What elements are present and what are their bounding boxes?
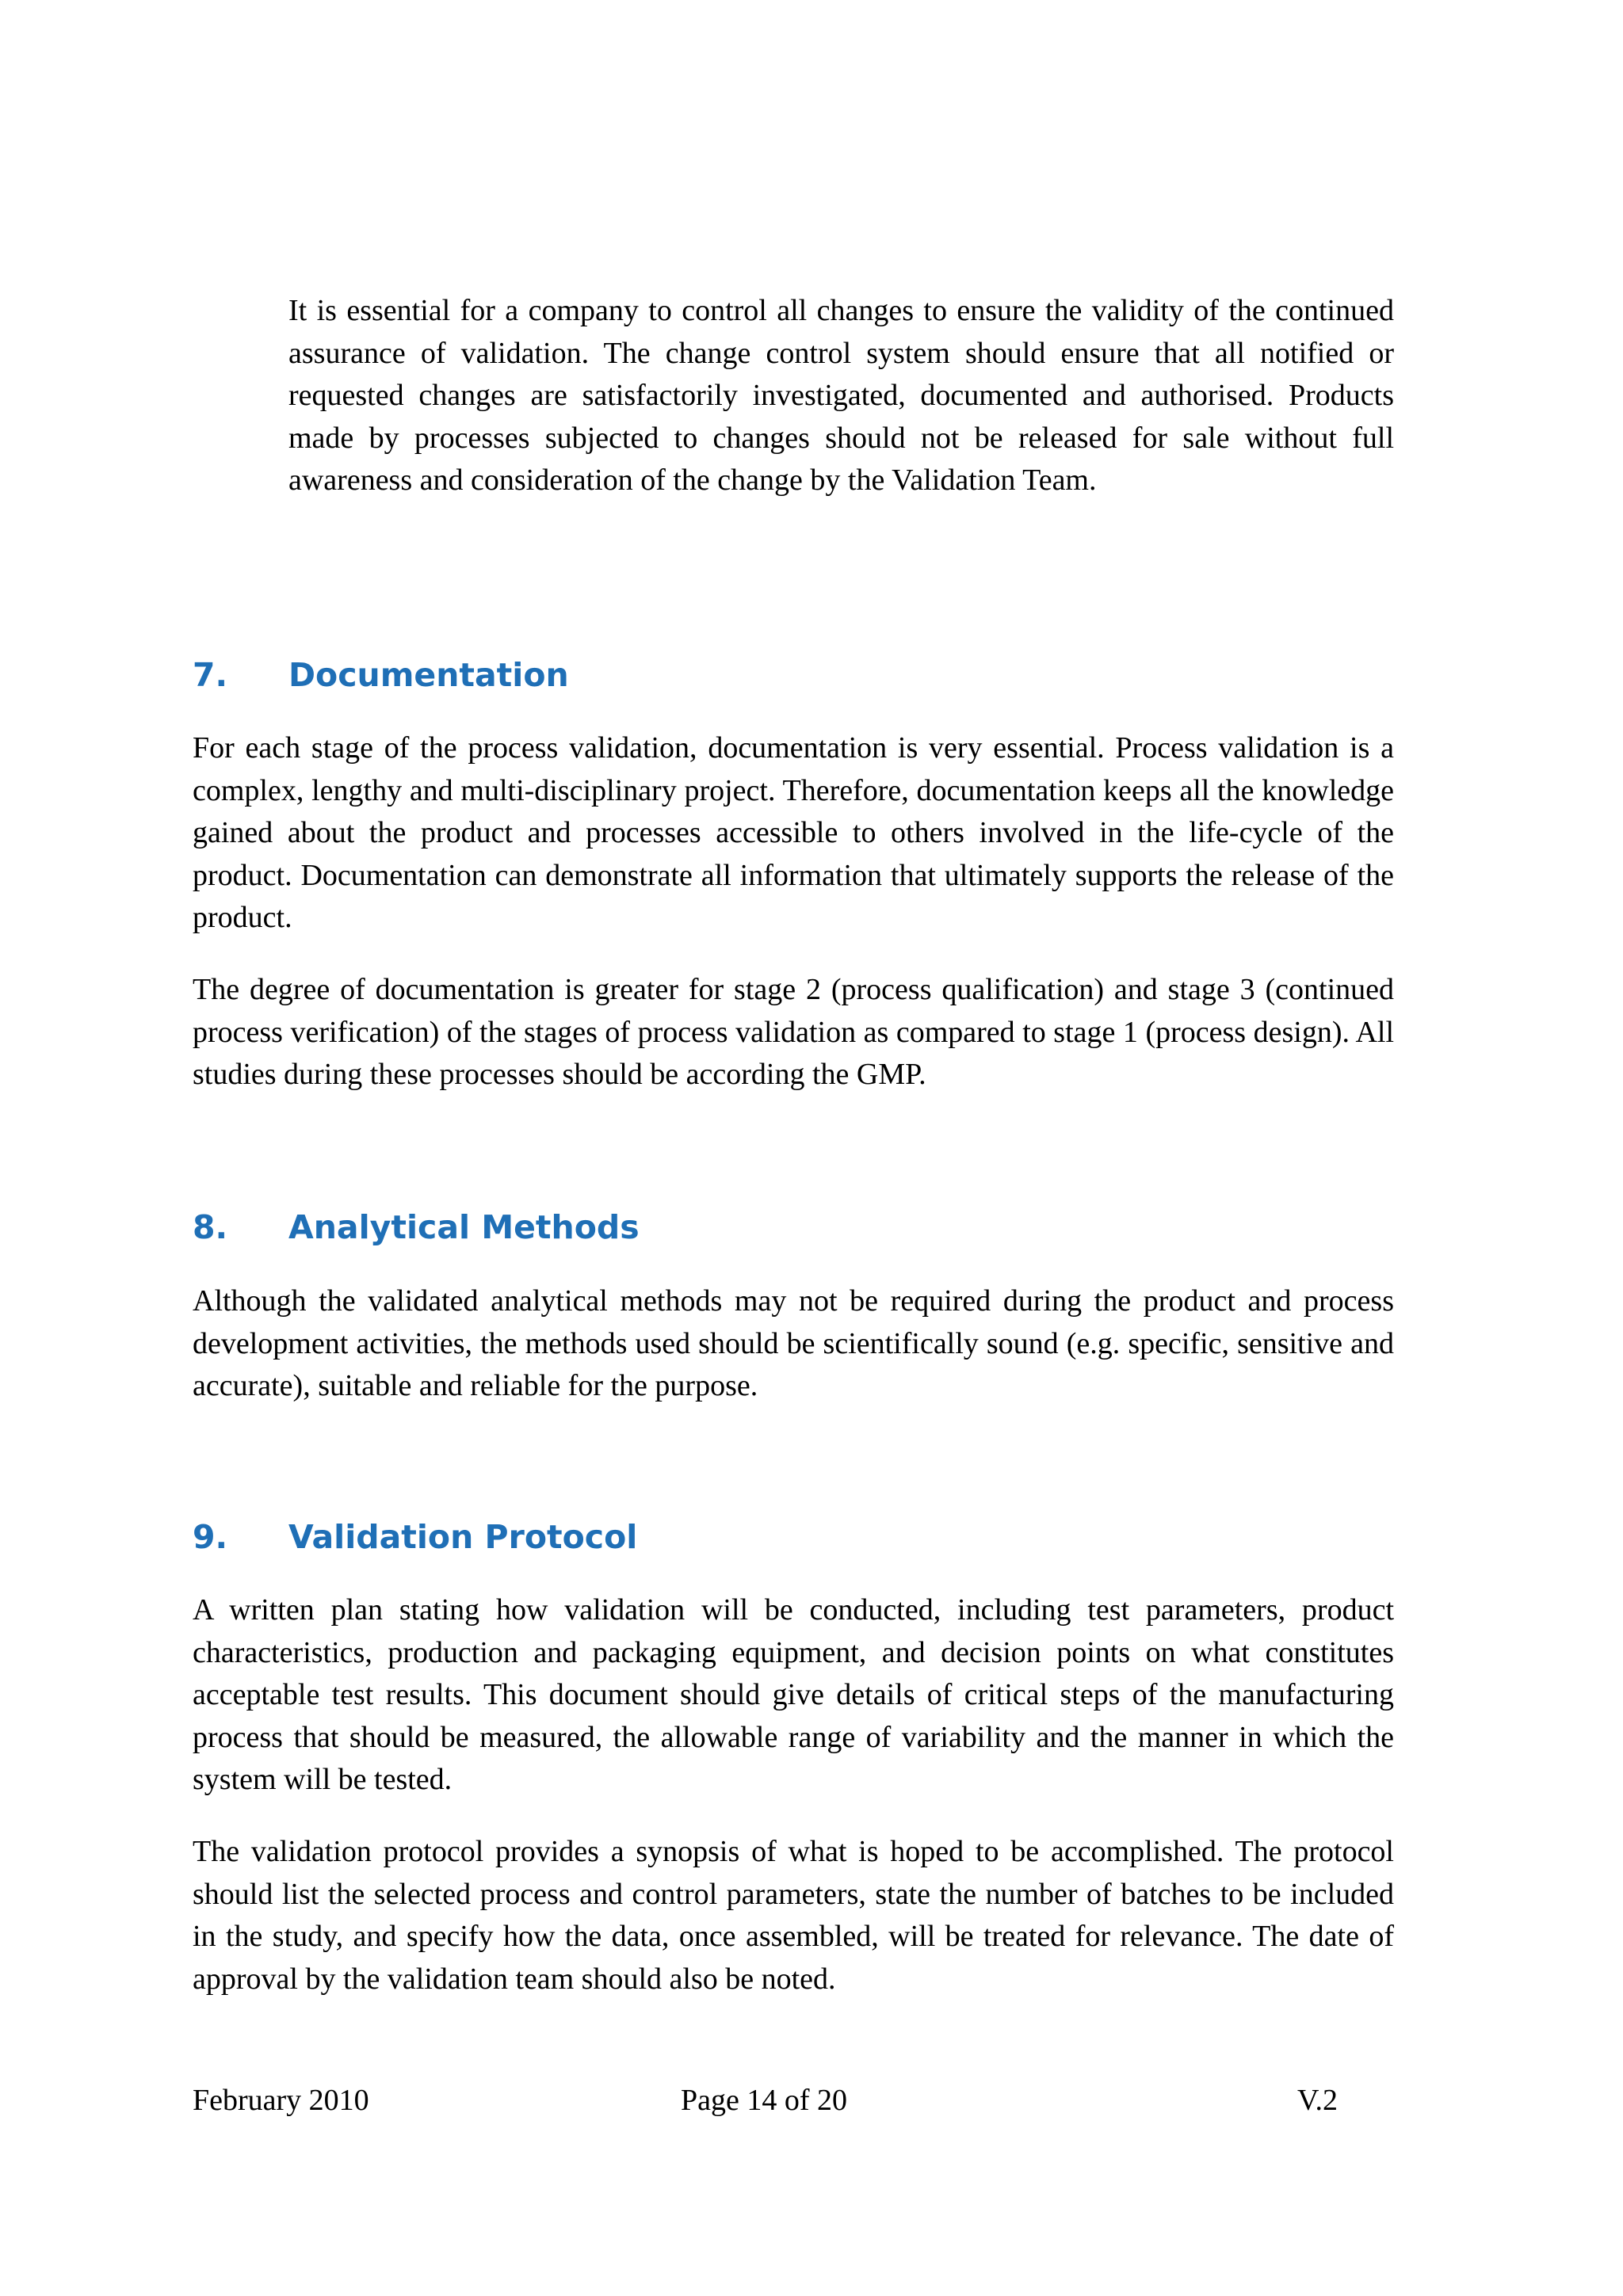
section-number: 7. [193, 656, 228, 694]
footer-date: February 2010 [193, 2084, 369, 2117]
section-heading-analytical-methods [193, 1207, 640, 1247]
analytical-methods-paragraph: Although the validated analytical methods may not be required during the product and process development activities, the methods used should be scientifically sound (e.g. specific, sensitive and accurate), suitable and reliable for the purpose. [193, 1284, 1394, 1402]
section-title: Documentation [288, 656, 569, 694]
section-title: Analytical Methods [288, 1208, 640, 1246]
footer-page-number: Page 14 of 20 [681, 2084, 848, 2117]
intro-paragraph: It is essential for a company to control all changes to ensure the validity of the continued assurance of validation. The change control system should ensure that all notified or requested changes are satisfactorily investigated, documented and authorised. Products made by processes subjected to changes should not be released for sale without full awareness and consideration of the change by the Validation Team. [288, 294, 1394, 497]
section-number: 8. [193, 1208, 228, 1246]
validation-protocol-paragraph-1: A written plan stating how validation will be conducted, including test parameters, product characteristics, production and packaging equipment, and decision points on what constitutes acceptable test results. This document should give details of critical steps of the manufacturing process that should be measured, the allowable range of variability and the manner in which the system will be tested. [193, 1593, 1394, 1796]
section-heading-validation-protocol [193, 1517, 637, 1557]
documentation-paragraph-2: The degree of documentation is greater for stage 2 (process qualification) and stage 3 (continued process verification) of the stages of process validation as compared to stage 1 (process design). All studies during these processes should be according the GMP. [193, 973, 1394, 1091]
section-title: Validation Protocol [288, 1518, 638, 1556]
documentation-paragraph-1: For each stage of the process validation, documentation is very essential. Process validation is a complex, lengthy and multi-disciplinary project. Therefore, documentation keeps all the knowledge gained about the product and processes accessible to others involved in the life-cycle of the product. Documentation can demonstrate all information that ultimately supports the release of the product. [193, 731, 1394, 934]
section-number: 9. [193, 1518, 228, 1556]
section-heading-documentation [193, 655, 569, 695]
validation-protocol-paragraph-2: The validation protocol provides a synopsis of what is hoped to be accomplished. The protocol should list the selected process and control parameters, state the number of batches to be included in the study, and specify how the data, once assembled, will be treated for relevance. The date of approval by the validation team should also be noted. [193, 1835, 1394, 1996]
footer-version: V.2 [1297, 2084, 1338, 2117]
